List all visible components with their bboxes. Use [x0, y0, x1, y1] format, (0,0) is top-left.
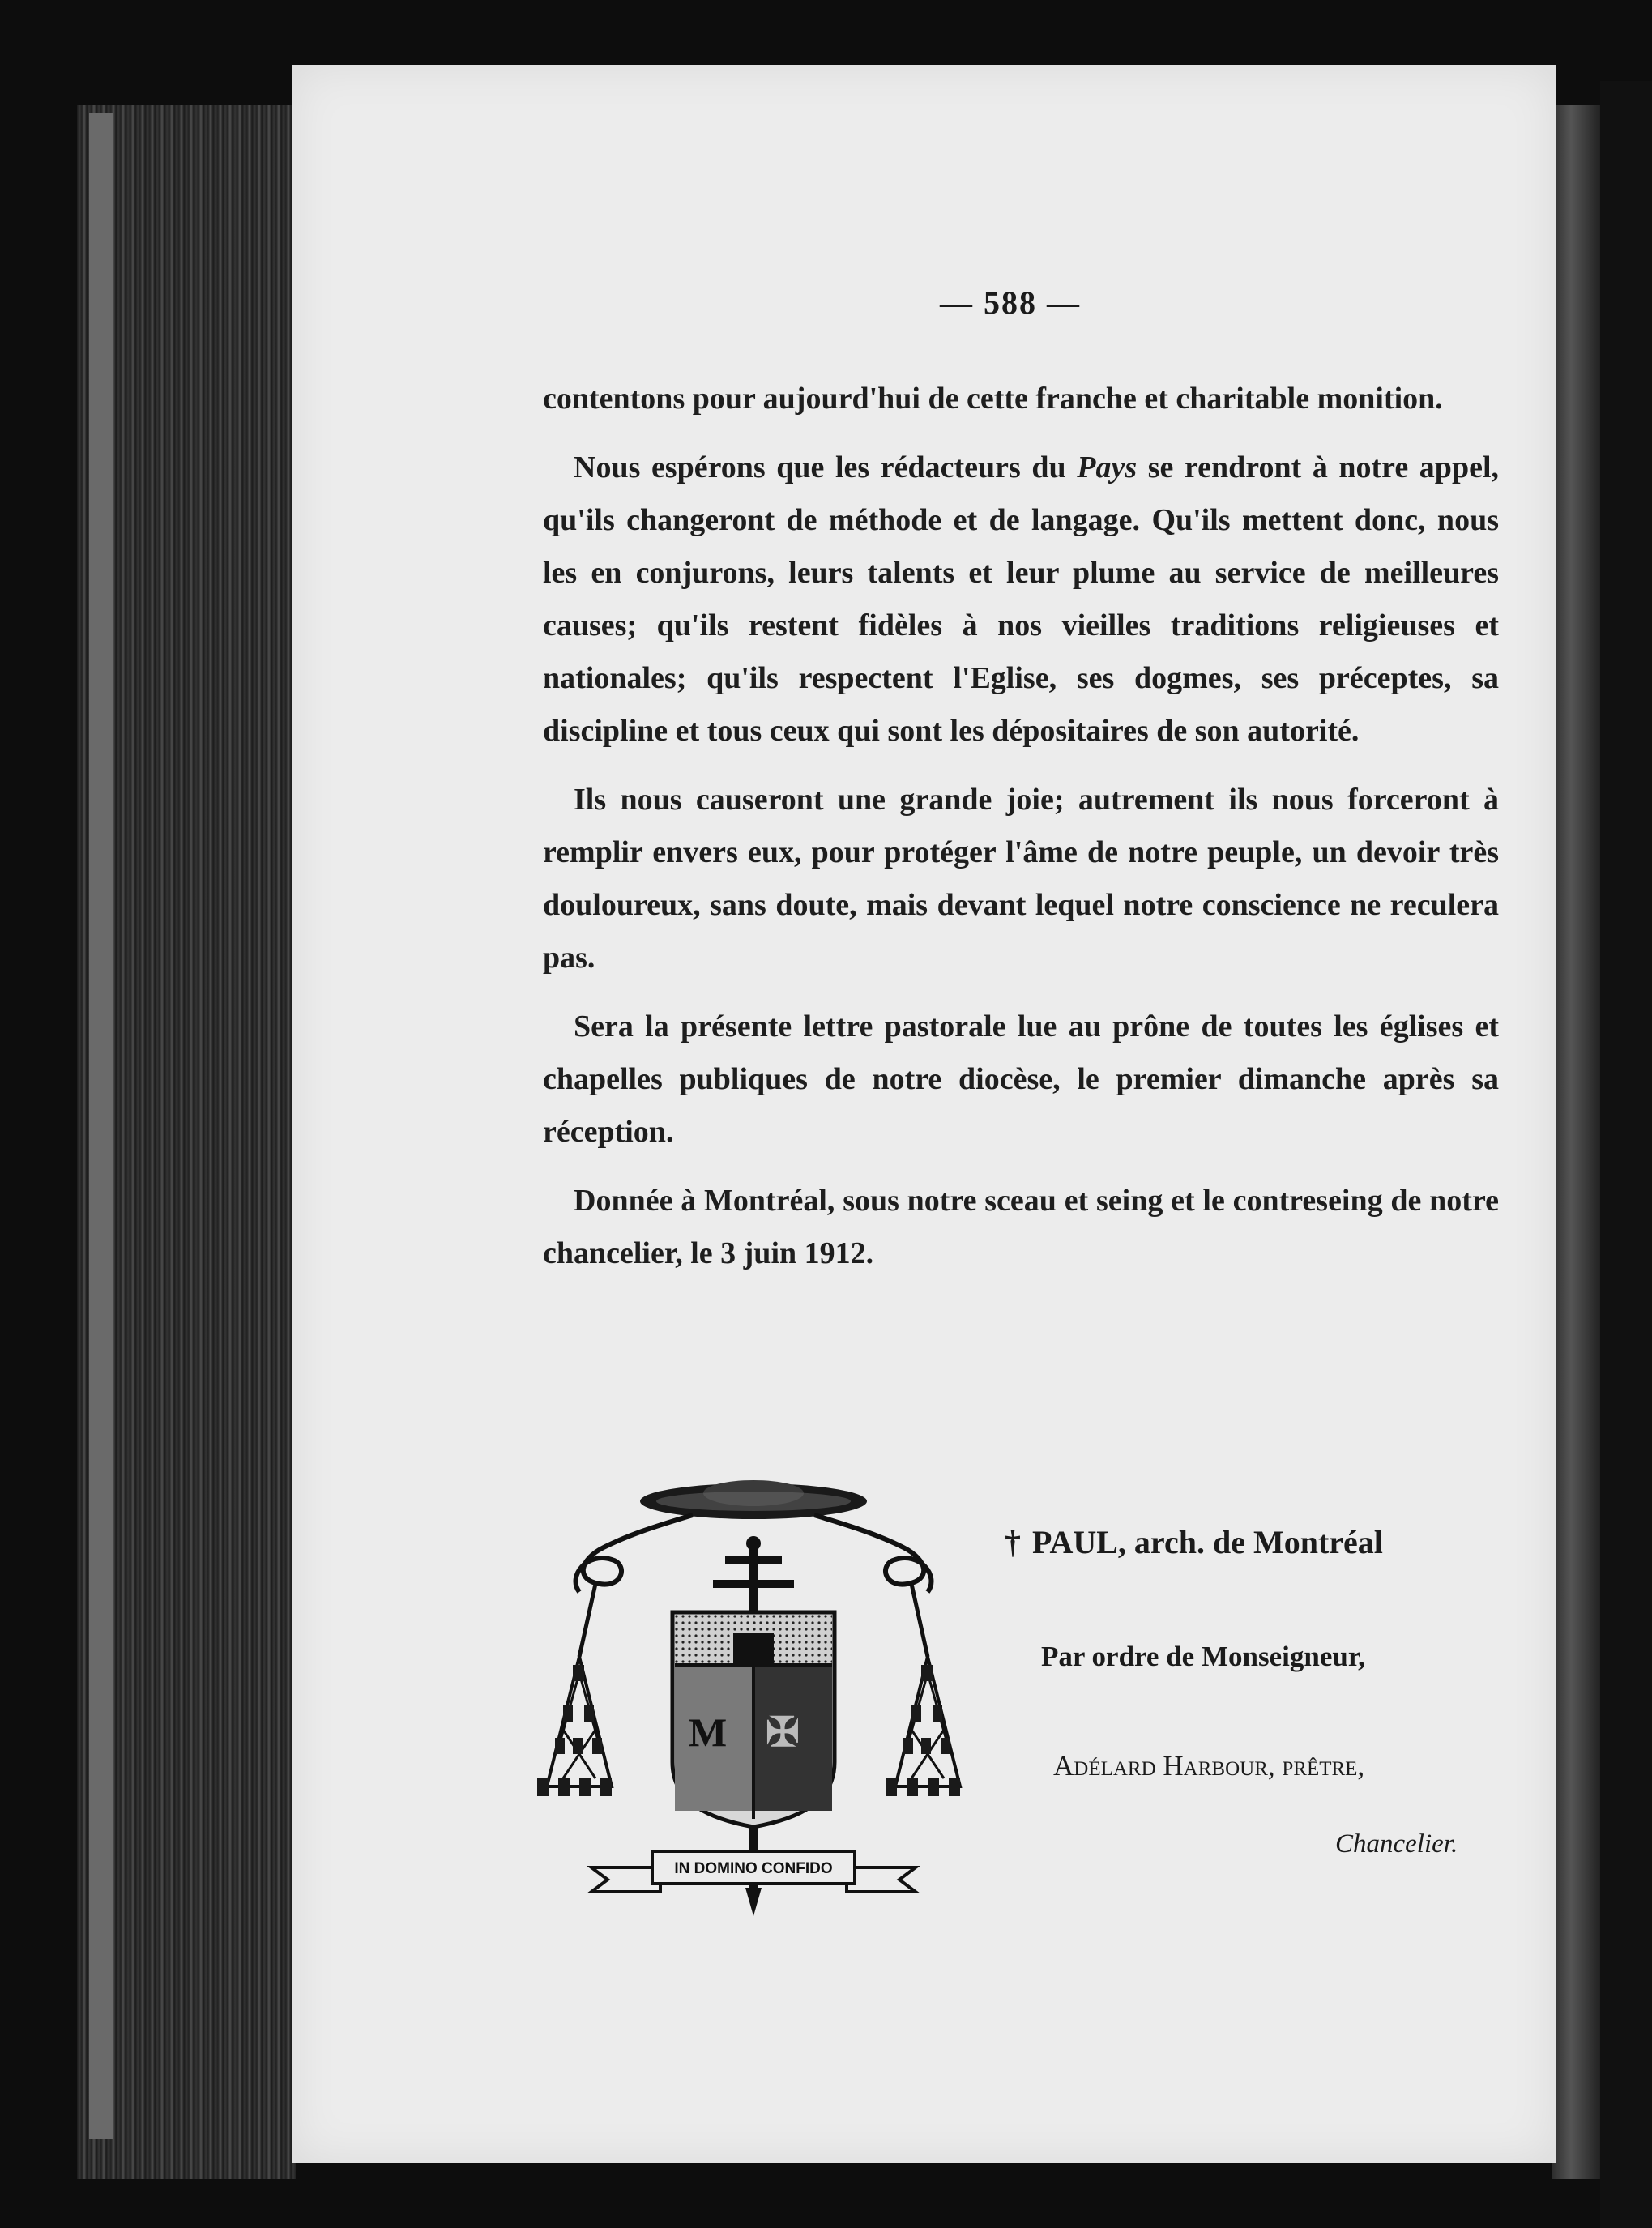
signature-secretary-title: Chancelier. — [1335, 1829, 1458, 1859]
paragraph-4: Sera la présente lettre pastorale lue au prône de toutes les églises et chapelles publiques de notre diocèse, le premier dimanche après sa réception. — [543, 1009, 1499, 1149]
paragraph-5: Donnée à Montréal, sous notre sceau et seing et le contreseing de notre chancelier, le 3 juin 1912. — [543, 1184, 1499, 1270]
coat-of-arms-icon — [531, 1470, 984, 1924]
tassels-right — [886, 1657, 960, 1796]
svg-text:✠: ✠ — [766, 1709, 800, 1755]
page-number: — 588 — — [940, 284, 1081, 321]
svg-text:M: M — [689, 1709, 728, 1755]
body-text — [543, 373, 1499, 1296]
paragraph-1: contentons pour aujourd'hui de cette franche et charitable monition. — [543, 382, 1443, 416]
book-right-shadow — [1600, 81, 1652, 2228]
signature-secretary: Adélard Harbour, prêtre, — [1053, 1750, 1365, 1782]
paragraph-3: Ils nous causeront une grande joie; autrement ils nous forceront à remplir envers eux, pour protéger l'âme de notre peuple, un devoir très douloureux, sans doute, mais devant lequel notre conscience ne reculera pas. — [543, 783, 1499, 975]
signature-name: PAUL, arch. de Montréal — [1032, 1524, 1383, 1560]
tassels-left — [537, 1657, 612, 1796]
paragraph-2 — [543, 442, 1499, 758]
book-left-edge-highlight — [89, 113, 113, 2139]
book-right-edge — [1552, 105, 1600, 2179]
paragraph-2-start: Nous espérons que les rédacteurs du — [574, 450, 1078, 484]
newspaper-title: Pays — [1077, 450, 1138, 484]
signature-archbishop — [1005, 1523, 1383, 1561]
signature-order: Par ordre de Monseigneur, — [1041, 1641, 1365, 1672]
cross-icon: † — [1005, 1524, 1021, 1560]
paragraph-2-end: se rendront à notre appel, qu'ils changeront de méthode et de langage. Qu'ils mettent donc, nous les en conjurons, leurs talents et leur plume au service de meilleures causes; qu'ils restent fidèles à nos vieilles traditions religieuses et nationales; qu'ils respectent l'Eglise, ses dogmes, ses préceptes, sa discipline et tous ceux qui sont les dépositaires de son autorité. — [543, 450, 1499, 748]
motto-text: IN DOMINO CONFIDO — [674, 1860, 833, 1877]
